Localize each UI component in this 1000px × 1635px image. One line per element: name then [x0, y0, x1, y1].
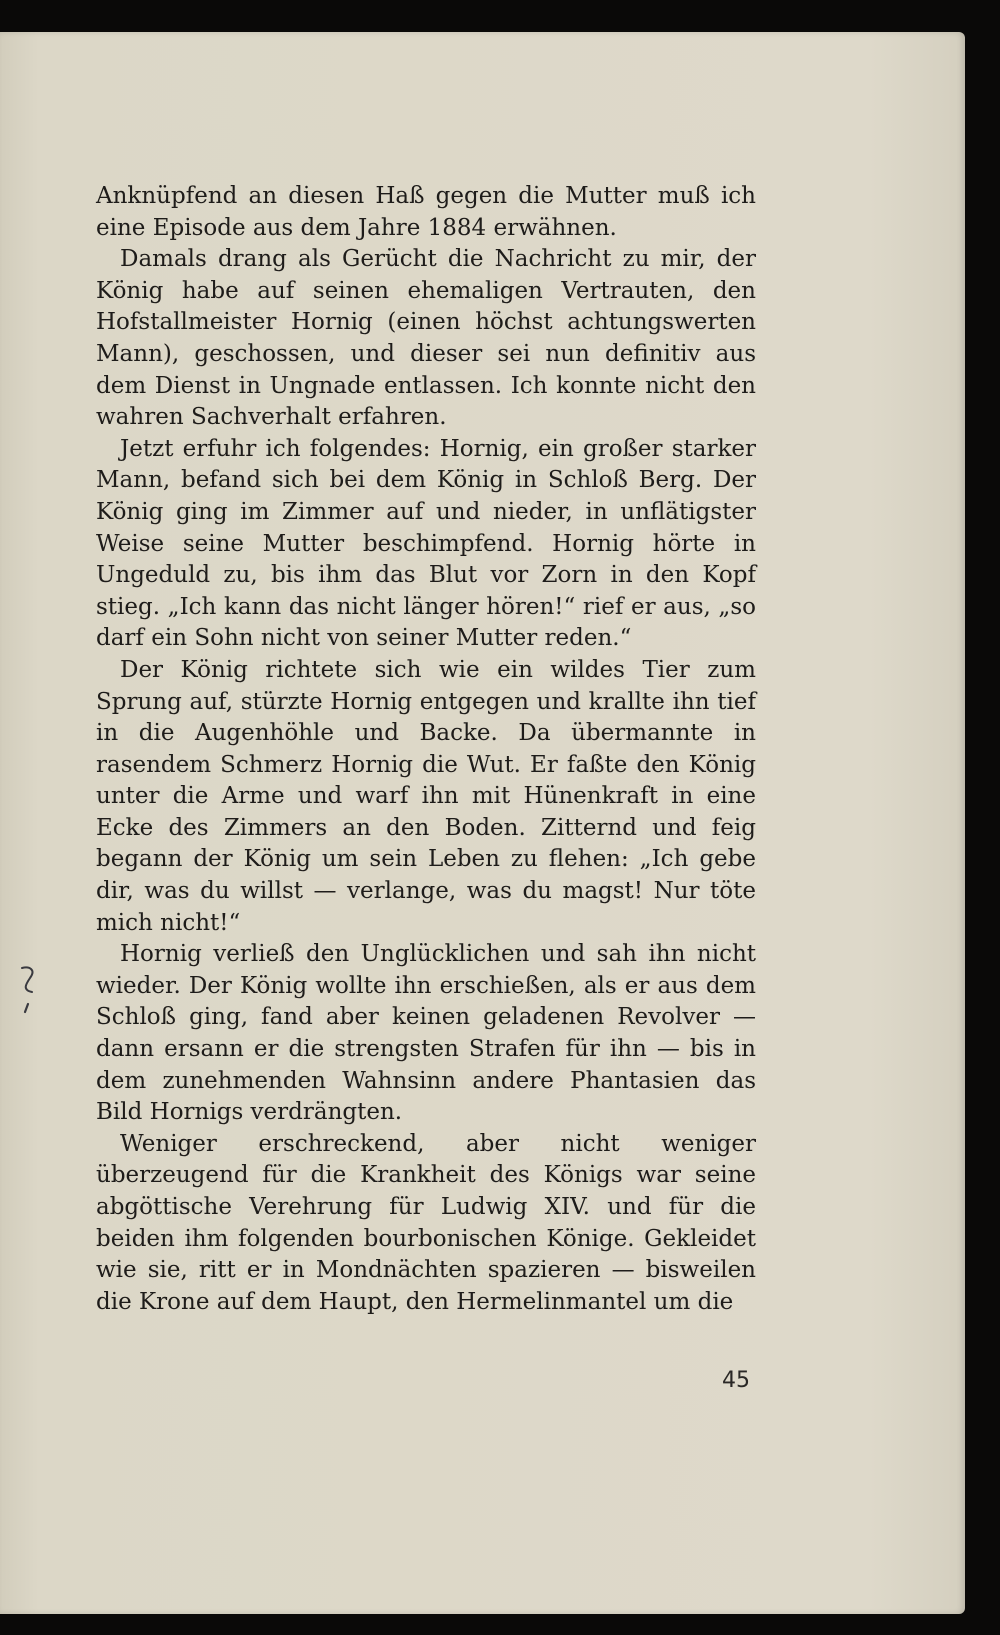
paragraph: Anknüpfend an diesen Haß gegen die Mutter muß ich eine Episode aus dem Jahre 1884 erwähnen.: [96, 183, 756, 241]
body-text: [96, 181, 756, 1318]
page-number: 45: [722, 1368, 750, 1393]
paragraph: Weniger erschreckend, aber nicht weniger überzeugend für die Krankheit des Königs war seine abgöttische Verehrung für Ludwig XIV. und für die beiden ihm folgenden bourbonischen Könige. Gekleidet wie sie, ritt er in Mondnächten spazieren — bisweilen die Krone auf dem Haupt, den Hermelinmantel um die: [96, 1130, 756, 1315]
book-page: [0, 32, 965, 1614]
paragraph: Damals drang als Gerücht die Nachricht zu mir, der König habe auf seinen ehemaligen Vertrauten, den Hofstallmeister Hornig (einen höchst achtungswerten Mann), geschossen, und dieser sei nun definitiv aus dem Dienst in Ungnade entlassen. Ich konnte nicht den wahren Sachverhalt erfahren.: [96, 246, 756, 431]
paragraph: Der König richtete sich wie ein wildes Tier zum Sprung auf, stürzte Hornig entgegen und krallte ihn tief in die Augenhöhle und Backe. Da übermannte in rasendem Schmerz Hornig die Wut. Er faßte den König unter die Arme und warf ihn mit Hünenkraft in eine Ecke des Zimmers an den Boden. Zitternd und feig begann der König um sein Leben zu flehen: „Ich gebe dir, was du willst — verlange, was du magst! Nur töte mich nicht!“: [96, 656, 756, 936]
paragraph: Jetzt erfuhr ich folgendes: Hornig, ein großer starker Mann, befand sich bei dem König in Schloß Berg. Der König ging im Zimmer auf und nieder, in unflätigster Weise seine Mutter beschimpfend. Hornig hörte in Ungeduld zu, bis ihm das Blut vor Zorn in den Kopf stieg. „Ich kann das nicht länger hören!“ rief er aus, „so darf ein Sohn nicht von seiner Mutter reden.“: [96, 435, 756, 652]
paragraph: Hornig verließ den Unglücklichen und sah ihn nicht wieder. Der König wollte ihn erschießen, als er aus dem Schloß ging, fand aber keinen geladenen Revolver — dann ersann er die strengsten Strafen für ihn — bis in dem zunehmenden Wahnsinn andere Phantasien das Bild Hornigs verdrängten.: [96, 941, 756, 1126]
pencil-margin-mark: [16, 964, 42, 1044]
